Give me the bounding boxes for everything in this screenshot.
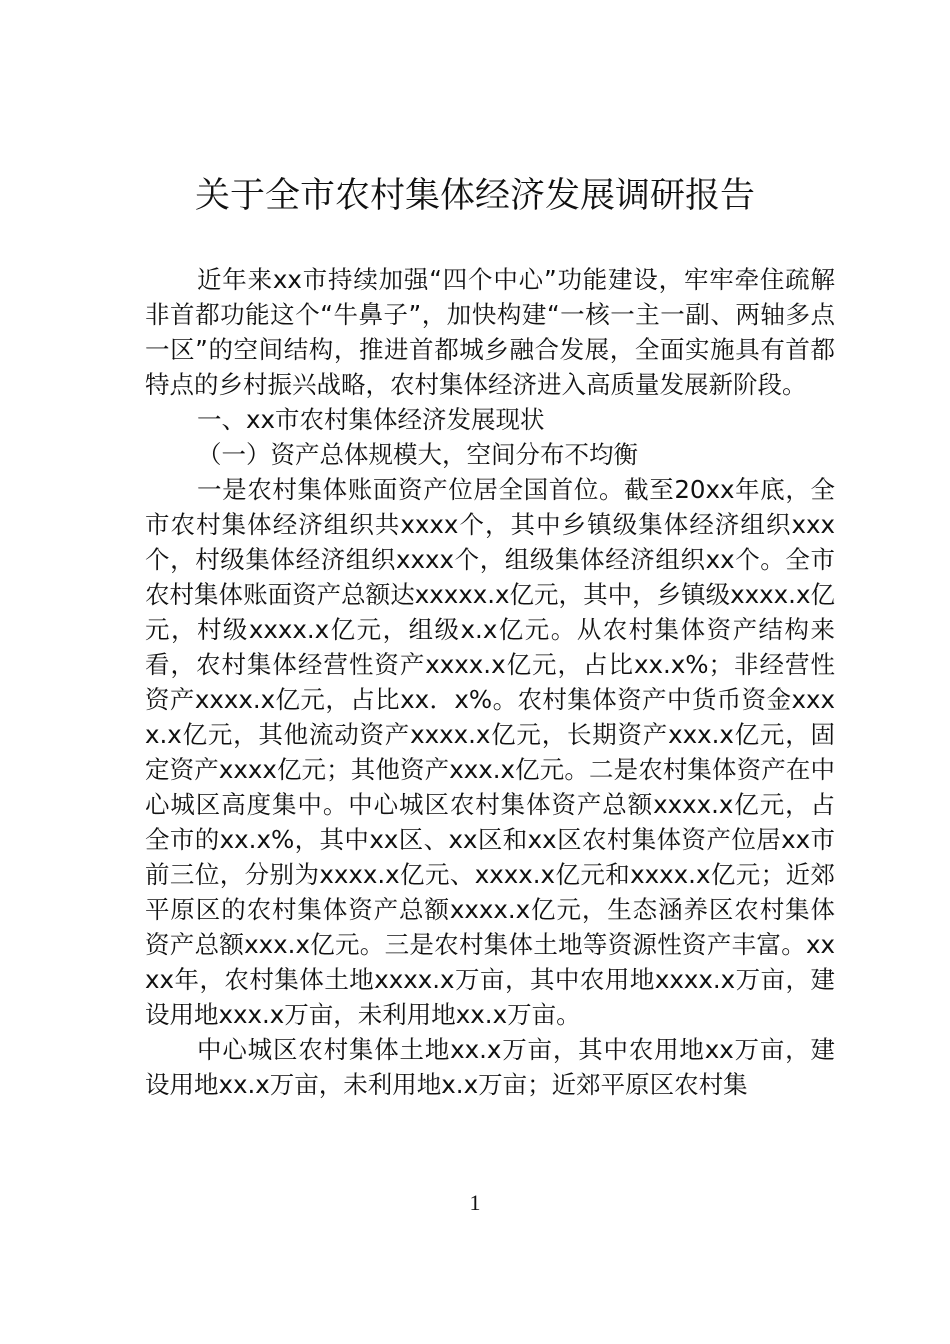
subsection-heading: （一）资产总体规模大，空间分布不均衡	[197, 440, 638, 469]
body-paragraph-continued: 中心城区农村集体土地xx.x万亩，其中农用地xx万亩，建设用地xx.x万亩，未利用地x.x万亩；近郊平原区农村集	[145, 1035, 835, 1099]
document-body	[145, 262, 835, 1102]
document-title: 关于全市农村集体经济发展调研报告	[194, 176, 755, 216]
section-heading: 一、xx市农村集体经济发展现状	[197, 405, 545, 434]
intro-paragraph: 近年来xx市持续加强“四个中心”功能建设，牢牢牵住疏解非首都功能这个“牛鼻子”，加快构建“一核一主一副、两轴多点一区”的空间结构，推进首都城乡融合发展，全面实施具有首都特点的乡村振兴战略，农村集体经济进入高质量发展新阶段。	[145, 265, 835, 399]
page-number: 1	[469, 1190, 481, 1215]
body-paragraph: 一是农村集体账面资产位居全国首位。截至20xx年底，全市农村集体经济组织共xxxx个，其中乡镇级集体经济组织xxx个，村级集体经济组织xxxx个，组级集体经济组织xx个。全市农村集体账面资产总额达xxxxx.x亿元，其中，乡镇级xxxx.x亿元，村级xxxx.x亿元，组级x.x亿元。从农村集体资产结构来看，农村集体经营性资产xxxx.x亿元，占比xx.x%；非经营性资产xxxx.x亿元，占比xx．x%。农村集体资产中货币资金xxxx.x亿元，其他流动资产xxxx.x亿元，长期资产xxx.x亿元，固定资产xxxx亿元；其他资产xxx.x亿元。二是农村集体资产在中心城区高度集中。中心城区农村集体资产总额xxxx.x亿元，占全市的xx.x%，其中xx区、xx区和xx区农村集体资产位居xx市前三位，分别为xxxx.x亿元、xxxx.x亿元和xxxx.x亿元；近郊平原区的农村集体资产总额xxxx.x亿元，生态涵养区农村集体资产总额xxx.x亿元。三是农村集体土地等资源性资产丰富。xxxx年，农村集体土地xxxx.x万亩，其中农用地xxxx.x万亩，建设用地xxx.x万亩，未利用地xx.x万亩。	[145, 475, 835, 1029]
